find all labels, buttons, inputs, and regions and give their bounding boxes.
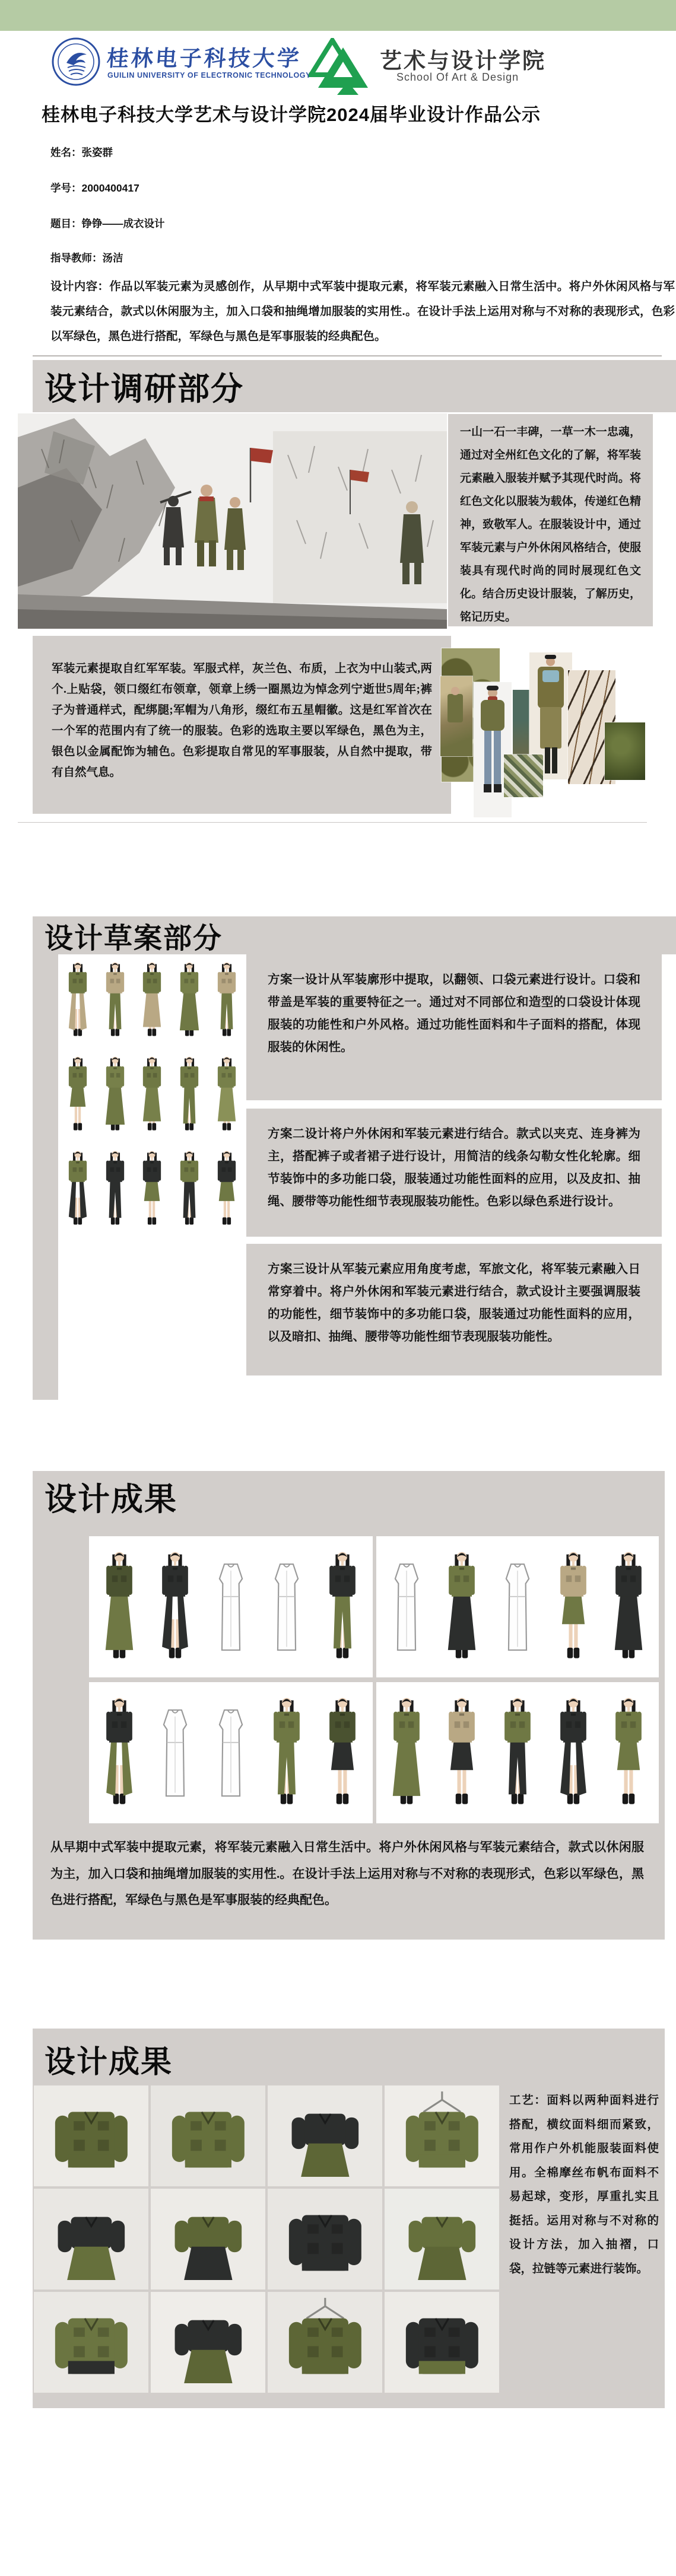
moodboard-tile-digital-camo <box>504 754 543 797</box>
fashion-figure-illustration <box>150 1546 201 1668</box>
advisor-value: 汤洁 <box>102 252 123 264</box>
results-heading: 设计成果 <box>45 1481 177 1517</box>
research-section-band <box>33 360 676 412</box>
design-content-paragraph <box>33 274 675 349</box>
technical-flat-drawing <box>205 1546 256 1668</box>
university-name-en: GUILIN UNIVERSITY OF ELECTRONIC TECHNOLOGY <box>107 71 312 79</box>
garment-photo <box>385 2189 499 2290</box>
advisor-label: 指导教师： <box>50 252 103 264</box>
fashion-figure-illustration <box>134 959 170 1043</box>
garment-shape <box>157 2193 260 2285</box>
fashion-figure-illustration <box>134 1147 170 1231</box>
garment-photo <box>34 2292 148 2393</box>
results-panel-1 <box>89 1536 373 1677</box>
draft-section-band <box>33 916 676 954</box>
draft-left-strip <box>33 954 58 1400</box>
fashion-figure-illustration <box>97 1053 133 1137</box>
garment-photo <box>151 2085 265 2186</box>
garment-shape <box>391 2193 494 2285</box>
garment-photo <box>268 2292 382 2393</box>
garment-shape <box>391 2090 494 2182</box>
fashion-figure-illustration <box>60 1053 96 1137</box>
research-left-textblock <box>33 636 451 814</box>
draft-plan1-textblock <box>246 954 662 1100</box>
fashion-figure-illustration <box>603 1546 654 1668</box>
fashion-figure-illustration <box>261 1692 312 1814</box>
fashion-figure-illustration <box>172 1053 207 1137</box>
research-para-left: 军装元素提取自红军军装。军服式样，灰兰色、布质，上衣为中山装式,两个.上贴袋，领口缀红布领章，领章上绣一圈黑边为悼念列宁逝世5周年;裤子为普通样式，配绑腿;军帽为八角形，缀红布五星帽徽。这是红军首次在一个军的范围内有了统一的服装。色彩的选取主要以军绿色，黑色为主，银色以金属配饰为辅色。色彩提取自常见的军事服装，从自然中提取，带有自然气息。 <box>52 663 432 779</box>
garment-photo-grid <box>34 2085 499 2393</box>
garment-shape <box>391 2296 494 2389</box>
draft-plan1-text: 方案一设计从军装廓形中提取，以翻领、口袋元素进行设计。口袋和带盖是军装的重要特征之一。通过对不同部位和造型的口袋设计体现服装的功能性和户外风格。通过功能性面料和牛子面料的搭配，体现服装的休闲性。 <box>268 973 640 1055</box>
research-para-right: 一山一石一丰碑，一草一木一忠魂，通过对全州红色文化的了解，将军装元素融入服装并赋予其现代时尚。将红色文化以服装为载体，传递红色精神，致敬军人。在服装设计中，通过军装元素与户外休闲风格结合，使服装具有现代时尚的同时展现红色文化。结合历史设计服装，了解历史，铭记历史。 <box>460 426 641 623</box>
moodboard-tile-soldier-painting <box>440 676 472 756</box>
fashion-figure-illustration <box>436 1692 487 1814</box>
section-divider <box>33 355 662 356</box>
fashion-figure-illustration <box>97 1147 133 1231</box>
student-name-label: 姓名： <box>50 147 82 158</box>
top-banner <box>0 0 676 31</box>
results-section-band <box>33 1471 665 1522</box>
garment-photo <box>268 2189 382 2290</box>
results-panel-3 <box>89 1682 373 1823</box>
garment-photo <box>385 2085 499 2186</box>
topic-label: 题目： <box>50 218 82 230</box>
fashion-figure-illustration <box>60 959 96 1043</box>
results-panel-4 <box>376 1682 659 1823</box>
fashion-figure-illustration <box>94 1692 145 1814</box>
student-name-value: 张姿群 <box>81 147 113 158</box>
draft-plan3-text: 方案三设计从军装元素应用角度考虑，军旅文化，将军装元素融入日常穿着中。将户外休闲和军装元素进行结合，款式设计主要强调服装的功能性，细节装饰中的多功能口袋，服装通过功能性面料的应用，以及暗扣、抽绳、腰带等功能性细节表现服装功能性。 <box>268 1263 640 1344</box>
topic-value: 铮铮——成衣设计 <box>81 218 165 230</box>
war-history-collage-image <box>18 413 447 629</box>
garment-shape <box>40 2090 143 2182</box>
student-id-value: 2000400417 <box>81 182 139 194</box>
garment-photo <box>151 2292 265 2393</box>
student-id-label: 学号： <box>50 182 82 194</box>
university-seal-logo <box>51 37 101 87</box>
section-divider-2 <box>18 822 647 823</box>
student-id-row <box>50 180 139 195</box>
technical-flat-drawing <box>492 1546 543 1668</box>
technical-flat-drawing <box>205 1692 256 1814</box>
fashion-figure-illustration <box>134 1053 170 1137</box>
fashion-figure-illustration <box>603 1692 654 1814</box>
fashion-figure-illustration <box>209 1147 245 1231</box>
fashion-figure-illustration <box>172 1147 207 1231</box>
garment-photo <box>34 2189 148 2290</box>
garment-photo <box>34 2085 148 2186</box>
draft-plan3-textblock <box>246 1244 662 1375</box>
garment-shape <box>157 2090 260 2182</box>
fashion-figure-illustration <box>97 959 133 1043</box>
fashion-figure-illustration <box>436 1546 487 1668</box>
garment-shape <box>274 2296 377 2389</box>
results-summary-text: 从早期中式军装中提取元素，将军装元素融入日常生活中。将户外休闲风格与军装元素结合，款式以休闲服为主，加入口袋和抽绳增加服装的实用性.。在设计手法上运用对称与不对称的表现形式，色彩以军绿色，黑色进行搭配，军绿色与黑色是军事服装的经典配色。 <box>50 1840 644 1908</box>
research-right-textblock <box>448 414 653 626</box>
garment-shape <box>40 2193 143 2285</box>
garment-photo <box>151 2189 265 2290</box>
fashion-figure-illustration <box>492 1692 543 1814</box>
draft-figure-panel-2 <box>58 1047 246 1137</box>
garment-shape <box>274 2090 377 2182</box>
draft-heading: 设计草案部分 <box>45 922 223 954</box>
advisor-row <box>50 250 123 265</box>
fashion-figure-illustration <box>548 1692 599 1814</box>
fashion-figure-illustration <box>548 1546 599 1668</box>
craft-heading: 设计成果 <box>45 2045 173 2080</box>
craft-text: 工艺：面料以两种面料进行搭配，横纹面料细而紧致，常用作户外机能服装面料使用。全棉摩丝布帆布面料不易起球，变形，厚重扎实且挺括。运用对称与不对称的设计方法，加入抽褶，口袋，拉链等元素进行装饰。 <box>509 2094 659 2275</box>
school-name-en: School Of Art & Design <box>396 71 519 83</box>
design-content-text: 作品以军装元素为灵感创作，从早期中式军装中提取元素，将军装元素融入日常生活中。将户外休闲风格与军装元素结合，款式以休闲服为主，加入口袋和抽绳增加服装的实用性.。在设计手法上运用对称与不对称的表现形式，色彩以军绿色，黑色进行搭配，军绿色与黑色是军事服装的经典配色。 <box>50 280 675 343</box>
technical-flat-drawing <box>261 1546 312 1668</box>
technical-flat-drawing <box>381 1546 432 1668</box>
school-triangle-logo <box>309 38 370 95</box>
garment-shape <box>274 2193 377 2285</box>
garment-photo <box>268 2085 382 2186</box>
moodboard-collage <box>440 644 648 821</box>
student-name-row <box>50 145 113 160</box>
draft-plan2-textblock <box>246 1109 662 1237</box>
research-heading: 设计调研部分 <box>45 371 244 407</box>
technical-flat-drawing <box>150 1692 201 1814</box>
fashion-figure-illustration <box>94 1546 145 1668</box>
school-name-zh: 艺术与设计学院 <box>380 49 546 73</box>
fashion-figure-illustration <box>60 1147 96 1231</box>
fashion-figure-illustration <box>172 959 207 1043</box>
fashion-figure-illustration <box>209 959 245 1043</box>
university-name-zh: 桂林电子科技大学 <box>106 46 303 71</box>
moodboard-tile-moss-texture <box>605 722 645 780</box>
draft-figure-panel-3 <box>58 1141 246 1231</box>
page-title: 桂林电子科技大学艺术与设计学院2024届毕业设计作品公示 <box>42 104 541 125</box>
design-content-label: 设计内容： <box>50 280 110 293</box>
results-panel-2 <box>376 1536 659 1677</box>
garment-shape <box>157 2296 260 2389</box>
fashion-figure-illustration <box>317 1546 368 1668</box>
fashion-figure-illustration <box>209 1053 245 1137</box>
fashion-figure-illustration <box>381 1692 432 1814</box>
draft-figure-panel-1 <box>58 954 246 1043</box>
garment-photo <box>385 2292 499 2393</box>
garment-shape <box>40 2296 143 2389</box>
fashion-figure-illustration <box>317 1692 368 1814</box>
draft-plan2-text: 方案二设计将户外休闲和军装元素进行结合。款式以夹克、连身裤为主，搭配裤子或者裙子进行设计，用简洁的线条勾勒女性化轮廓。细节装饰中的多功能口袋，服装通过功能性面料的应用，以及皮扣、抽绳、腰带等功能性细节表现服装功能性。色彩以绿色系进行设计。 <box>268 1128 640 1209</box>
topic-row <box>50 216 165 231</box>
